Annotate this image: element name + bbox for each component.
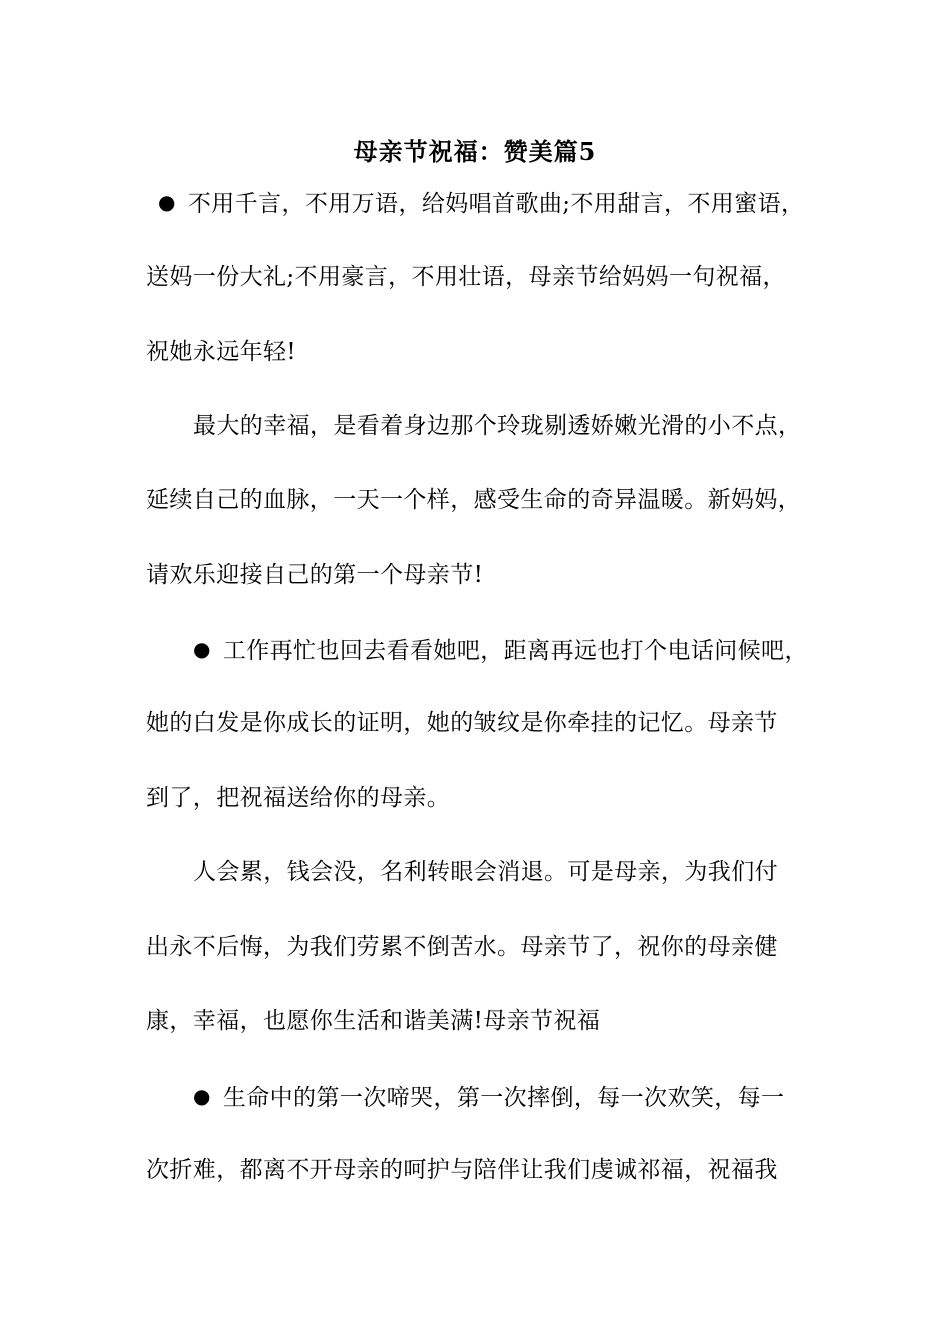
paragraph-line: 祝她永远年轻!: [146, 339, 297, 365]
paragraph-line: 延续自己的血脉，一天一个样，感受生命的奇异温暖。新妈妈，: [146, 487, 802, 513]
bullet-icon: ●: [193, 1084, 211, 1108]
paragraph-line: 次折难，都离不开母亲的呵护与陪伴让我们虔诚祁福，祝福我: [146, 1157, 778, 1183]
paragraph-line: [193, 633, 883, 667]
paragraph-line: 康，幸福，也愿你生活和谐美满!母亲节祝福: [146, 1008, 601, 1034]
bullet-icon: ●: [158, 190, 176, 214]
document-title: 母亲节祝福：赞美篇5: [353, 137, 597, 166]
paragraph-text: 生命中的第一次啼哭，第一次摔倒，每一次欢笑，每一: [222, 1085, 785, 1111]
paragraph-line: 她的白发是你成长的证明，她的皱纹是你牵挂的记忆。母亲节: [146, 710, 778, 736]
paragraph-line: 到了，把祝福送给你的母亲。: [146, 785, 451, 811]
paragraph-line: 请欢乐迎接自己的第一个母亲节!: [146, 562, 484, 588]
paragraph-line: [193, 1080, 883, 1114]
paragraph-line: 最大的幸福，是看着身边那个玲珑剔透娇嫩光滑的小不点，: [193, 413, 802, 439]
bullet-icon: ●: [193, 637, 211, 661]
paragraph-text: 工作再忙也回去看看她吧，距离再远也打个电话问候吧，: [222, 638, 808, 664]
paragraph-line: 出永不后悔，为我们劳累不倒苦水。母亲节了，祝你的母亲健: [146, 934, 778, 960]
paragraph-line: [158, 186, 848, 220]
paragraph-line: 送妈一份大礼;不用豪言，不用壮语，母亲节给妈妈一句祝福，: [146, 264, 786, 290]
paragraph-line: 人会累，钱会没，名利转眼会消退。可是母亲，为我们付: [193, 859, 778, 885]
paragraph-text: 不用千言，不用万语，给妈唱首歌曲;不用甜言，不用蜜语，: [187, 191, 805, 217]
